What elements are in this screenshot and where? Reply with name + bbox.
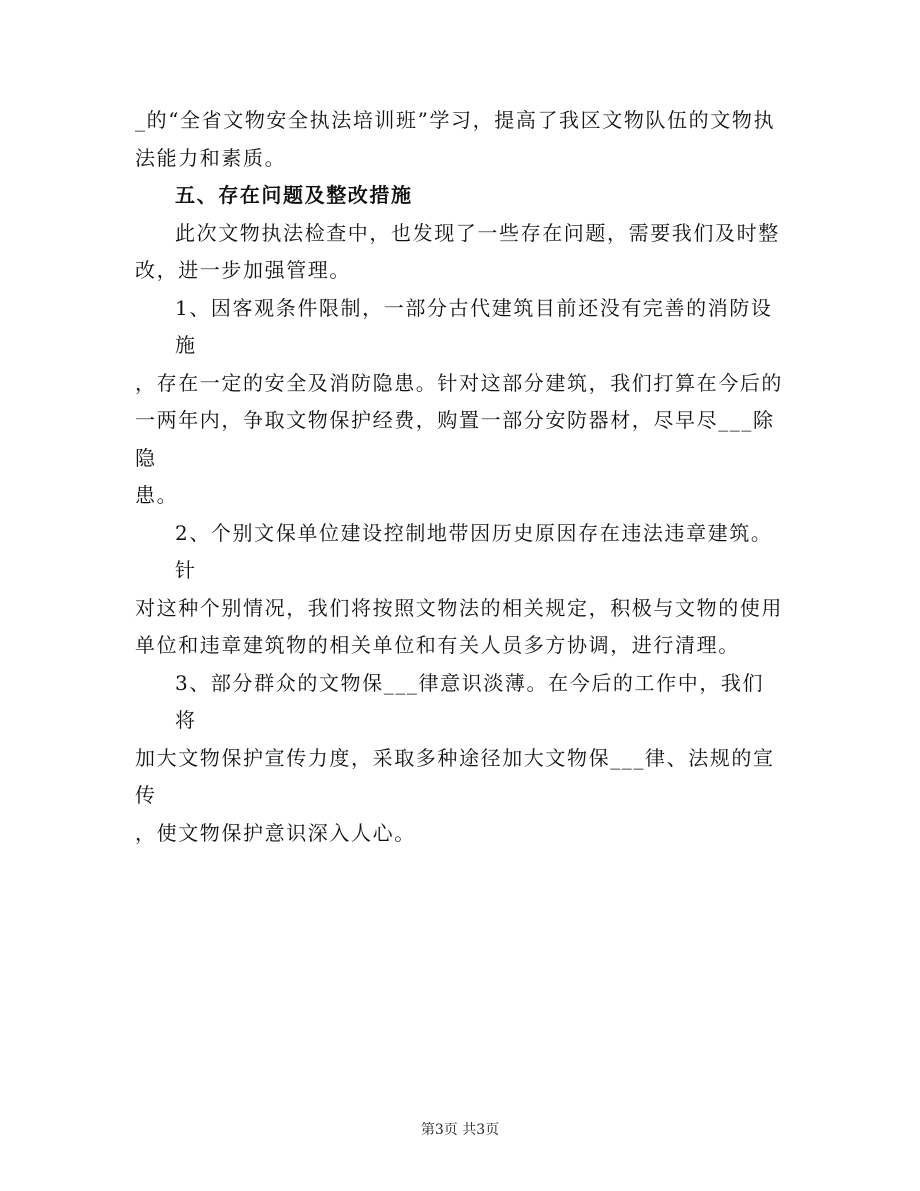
- paragraph-item-3: [135, 665, 785, 853]
- text-line: ，使文物保护意识深入人心。: [135, 820, 416, 845]
- text-line: _的“全省文物安全执法培训班”学习，提高了我区文物队伍的文物执: [135, 108, 776, 132]
- text-line: 改，进一步加强管理。: [135, 258, 351, 282]
- text-line: ，存在一定的安全及消防隐患。针对这部分建筑，我们打算在今后的: [135, 370, 783, 395]
- paragraph-item-2: [135, 515, 785, 665]
- text-line: 一两年内，争取文物保护经费，购置一部分安防器材，尽早尽___除隐: [135, 408, 775, 470]
- text-line: 3、部分群众的文物保___律意识淡薄。在今后的工作中，我们将: [175, 670, 765, 732]
- document-body: [135, 102, 785, 852]
- text-line: 对这种个别情况，我们将按照文物法的相关规定，积极与文物的使用: [135, 595, 783, 620]
- paragraph-item-1: [135, 290, 785, 515]
- text-line: 1、因客观条件限制，一部分古代建筑目前还没有完善的消防设施: [175, 295, 773, 357]
- paragraph-problems-intro: [135, 215, 785, 290]
- text-line: 2、个别文保单位建设控制地带因历史原因存在违法违章建筑。针: [175, 520, 773, 582]
- section-heading: 五、存在问题及整改措施: [175, 183, 413, 207]
- text-line: 加大文物保护宣传力度，采取多种途径加大文物保___律、法规的宣传: [135, 745, 775, 807]
- text-line: 此次文物执法检查中，也发现了一些存在问题，需要我们及时整: [175, 220, 780, 245]
- text-line: 患。: [135, 483, 179, 507]
- text-line: 法能力和素质。: [135, 145, 287, 170]
- page-number-footer: 第3页 共3页: [420, 1122, 500, 1138]
- paragraph-training-continued: [135, 102, 785, 177]
- text-line: 单位和违章建筑物的相关单位和有关人员多方协调，进行清理。: [135, 633, 740, 657]
